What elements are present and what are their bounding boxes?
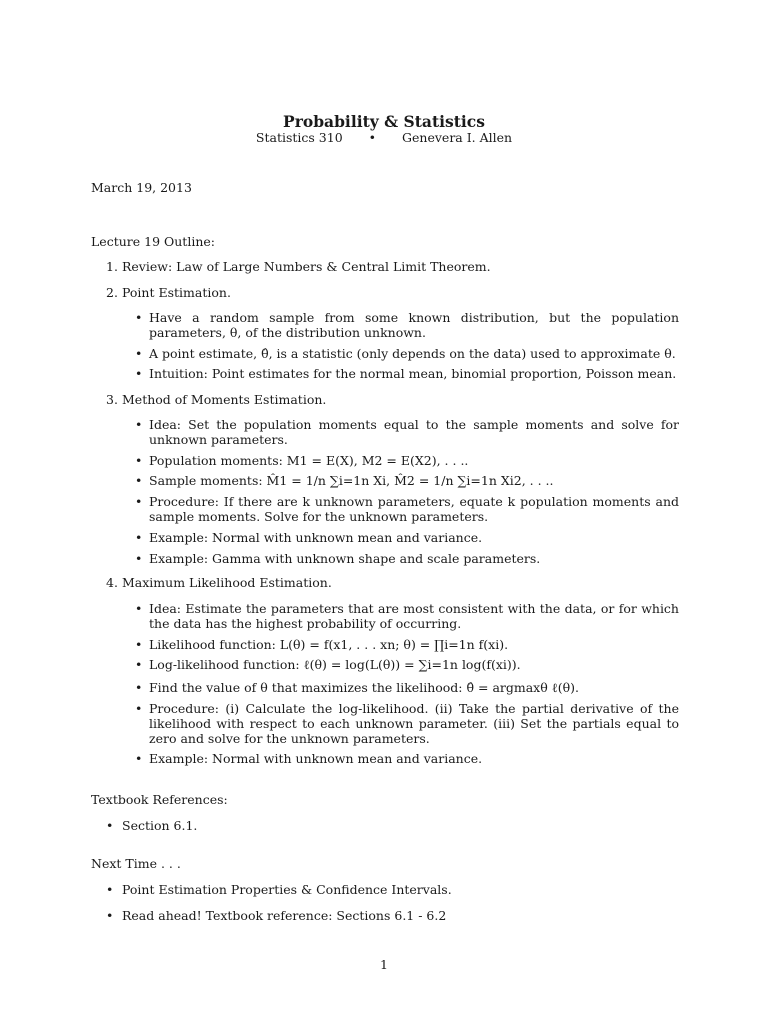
item-3-bullet-5: Example: Normal with unknown mean and variance. <box>149 530 483 545</box>
item-2-label: Point Estimation. <box>122 285 231 300</box>
item-3-bullet-1: Idea: Set the population moments equal to the sample moments and solve for unknown parameters. <box>149 417 679 447</box>
item-2-bullet-2: A point estimate, θ̂, is a statistic (only depends on the data) used to approximate θ. <box>149 346 676 361</box>
item-4-bullet-5: Procedure: (i) Calculate the log-likelihood. (ii) Take the partial derivative of the likelihood with respect to each unknown parameter. (iii) Set the partials equal to zero and solve for the unknown parameters. <box>149 701 679 746</box>
list-bullet: • <box>135 751 143 766</box>
next-time-heading: Next Time . . . <box>91 856 181 871</box>
item-4-bullet-4: Find the value of θ that maximizes the likelihood: θ̂ = argmaxθ ℓ(θ). <box>149 680 579 695</box>
item-4-bullet-1: Idea: Estimate the parameters that are most consistent with the data, or for which the data has the highest probability of occurring. <box>149 601 679 631</box>
list-bullet: • <box>135 473 143 488</box>
item-2-bullet-3: Intuition: Point estimates for the normal mean, binomial proportion, Poisson mean. <box>149 366 677 381</box>
list-bullet: • <box>135 680 143 695</box>
instructor-name: Genevera I. Allen <box>402 130 513 145</box>
item-3-bullet-4: Procedure: If there are k unknown parameters, equate k population moments and sample moments. Solve for the unknown parameters. <box>149 494 679 524</box>
list-bullet: • <box>106 882 114 897</box>
item-4-bullet-2: Likelihood function: L(θ) = f(x1, . . . xn; θ) = ∏i=1n f(xi). <box>149 637 509 652</box>
list-bullet: • <box>135 366 143 381</box>
item-3-bullet-2: Population moments: M1 = E(X), M2 = E(X2), . . .. <box>149 453 469 468</box>
list-bullet: • <box>135 310 143 325</box>
item-3-number: 3. <box>106 392 118 407</box>
item-4-label: Maximum Likelihood Estimation. <box>122 575 332 590</box>
item-1-label: Review: Law of Large Numbers & Central Limit Theorem. <box>122 259 491 274</box>
list-bullet: • <box>135 657 143 672</box>
separator-bullet: • <box>368 130 377 145</box>
list-bullet: • <box>135 637 143 652</box>
list-bullet: • <box>106 908 114 923</box>
outline-heading: Lecture 19 Outline: <box>91 234 215 249</box>
list-bullet: • <box>135 453 143 468</box>
page-number: 1 <box>380 957 388 972</box>
list-bullet: • <box>135 417 143 432</box>
list-bullet: • <box>135 701 143 716</box>
item-4-bullet-3: Log-likelihood function: ℓ(θ) = log(L(θ)) = ∑i=1n log(f(xi)). <box>149 657 521 672</box>
item-3-bullet-6: Example: Gamma with unknown shape and scale parameters. <box>149 551 541 566</box>
item-2-number: 2. <box>106 285 118 300</box>
list-bullet: • <box>135 494 143 509</box>
list-bullet: • <box>135 530 143 545</box>
list-bullet: • <box>135 601 143 616</box>
textbook-bullet-1: Section 6.1. <box>122 818 198 833</box>
item-2-bullet-1: Have a random sample from some known distribution, but the population parameters, θ, of the distribution unknown. <box>149 310 679 340</box>
course-name: Statistics 310 <box>255 130 343 145</box>
item-1-number: 1. <box>106 259 118 274</box>
item-4-number: 4. <box>106 575 118 590</box>
list-bullet: • <box>135 346 143 361</box>
document-title: Probability & Statistics <box>283 112 485 131</box>
item-3-label: Method of Moments Estimation. <box>122 392 327 407</box>
item-4-bullet-6: Example: Normal with unknown mean and variance. <box>149 751 483 766</box>
list-bullet: • <box>135 551 143 566</box>
document-subtitle <box>0 130 768 145</box>
list-bullet: • <box>106 818 114 833</box>
item-3-bullet-3: Sample moments: M̂1 = 1/n ∑i=1n Xi, M̂2 = 1/n ∑i=1n Xi2, . . .. <box>149 473 554 488</box>
next-bullet-1: Point Estimation Properties & Confidence Intervals. <box>122 882 452 897</box>
next-bullet-2: Read ahead! Textbook reference: Sections 6.1 - 6.2 <box>122 908 447 923</box>
lecture-date: March 19, 2013 <box>91 180 192 195</box>
textbook-heading: Textbook References: <box>91 792 228 807</box>
